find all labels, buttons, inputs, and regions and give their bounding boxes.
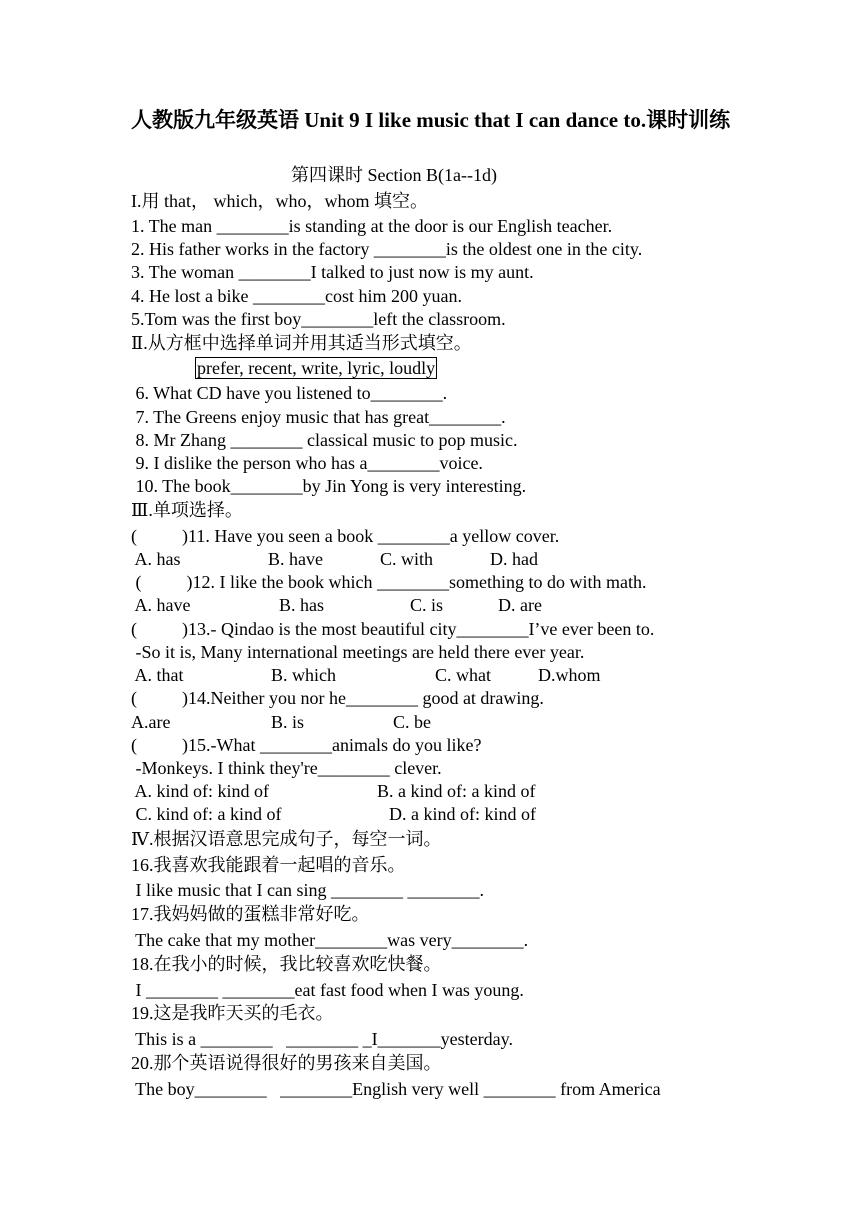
question-13-option-c: C. what	[435, 665, 491, 685]
question-11-option-b: B. have	[268, 549, 323, 569]
question-11-option-d: D. had	[490, 549, 538, 569]
question-13-continued: -So it is, Many international meetings are held there ever year.	[131, 642, 585, 662]
question-7: 7. The Greens enjoy music that has great________.	[131, 407, 506, 427]
question-16-english: I like music that I can sing ________ ________.	[131, 880, 484, 900]
question-14-option-c: C. be	[393, 712, 431, 732]
question-5: 5.Tom was the first boy________left the classroom.	[131, 309, 506, 329]
lesson-subtitle: 第四课时 Section B(1a--1d)	[291, 165, 497, 185]
question-9: 9. I dislike the person who has a________voice.	[131, 453, 483, 473]
question-6: 6. What CD have you listened to________.	[131, 383, 448, 403]
question-12-option-d: D. are	[498, 595, 542, 615]
question-19-english: This is a ________ ________ _I_______yesterday.	[131, 1029, 513, 1049]
question-10: 10. The book________by Jin Yong is very interesting.	[131, 476, 527, 496]
question-16-chinese: 16.我喜欢我能跟着一起唱的音乐。	[131, 855, 406, 875]
question-15-option-a: A. kind of: kind of	[131, 781, 269, 801]
question-12-option-c: C. is	[410, 595, 444, 615]
word-box	[195, 357, 437, 379]
question-8: 8. Mr Zhang ________ classical music to pop music.	[131, 430, 518, 450]
question-15: ( )15.-What ________animals do you like?	[131, 735, 482, 755]
question-12: ( )12. I like the book which ________something to do with math.	[131, 572, 647, 592]
question-18-english: I ________ ________eat fast food when I was young.	[131, 980, 524, 1000]
question-12-option-a: A. have	[131, 595, 191, 615]
question-14-option-a: A.are	[131, 712, 171, 732]
question-13-option-a: A. that	[131, 665, 184, 685]
worksheet-title: 人教版九年级英语 Unit 9 I like music that I can dance to.课时训练	[131, 108, 731, 132]
question-19-chinese: 19.这是我昨天买的毛衣。	[131, 1003, 334, 1023]
question-2: 2. His father works in the factory ________is the oldest one in the city.	[131, 239, 643, 259]
question-17-english: The cake that my mother________was very________.	[131, 930, 529, 950]
question-20-english: The boy________ ________English very well ________ from America	[131, 1079, 661, 1099]
question-14: ( )14.Neither you nor he________ good at drawing.	[131, 688, 544, 708]
question-3: 3. The woman ________I talked to just now is my aunt.	[131, 262, 534, 282]
question-13-option-b: B. which	[271, 665, 336, 685]
question-11: ( )11. Have you seen a book ________a yellow cover.	[131, 526, 560, 546]
question-17-chinese: 17.我妈妈做的蛋糕非常好吃。	[131, 904, 370, 924]
section-1-heading: I.用 that， which，who，whom 填空。	[131, 191, 428, 211]
question-13: ( )13.- Qindao is the most beautiful city________I’ve ever been to.	[131, 619, 655, 639]
question-11-option-a: A. has	[131, 549, 181, 569]
question-15-option-c: C. kind of: a kind of	[131, 804, 282, 824]
section-2-heading: Ⅱ.从方框中选择单词并用其适当形式填空。	[131, 333, 472, 353]
question-20-chinese: 20.那个英语说得很好的男孩来自美国。	[131, 1053, 442, 1073]
question-1: 1. The man ________is standing at the door is our English teacher.	[131, 216, 613, 236]
section-3-heading: Ⅲ.单项选择。	[131, 500, 243, 520]
word-box-words: prefer, recent, write, lyric, loudly	[197, 358, 436, 378]
question-15-option-d: D. a kind of: kind of	[389, 804, 536, 824]
question-12-option-b: B. has	[279, 595, 324, 615]
question-15-continued: -Monkeys. I think they're________ clever.	[131, 758, 442, 778]
question-4: 4. He lost a bike ________cost him 200 yuan.	[131, 286, 462, 306]
question-18-chinese: 18.在我小的时候，我比较喜欢吃快餐。	[131, 954, 442, 974]
question-15-option-b: B. a kind of: a kind of	[377, 781, 536, 801]
question-14-option-b: B. is	[271, 712, 305, 732]
question-11-option-c: C. with	[380, 549, 434, 569]
section-4-heading: Ⅳ.根据汉语意思完成句子，每空一词。	[131, 829, 442, 849]
question-13-option-d: D.whom	[538, 665, 601, 685]
